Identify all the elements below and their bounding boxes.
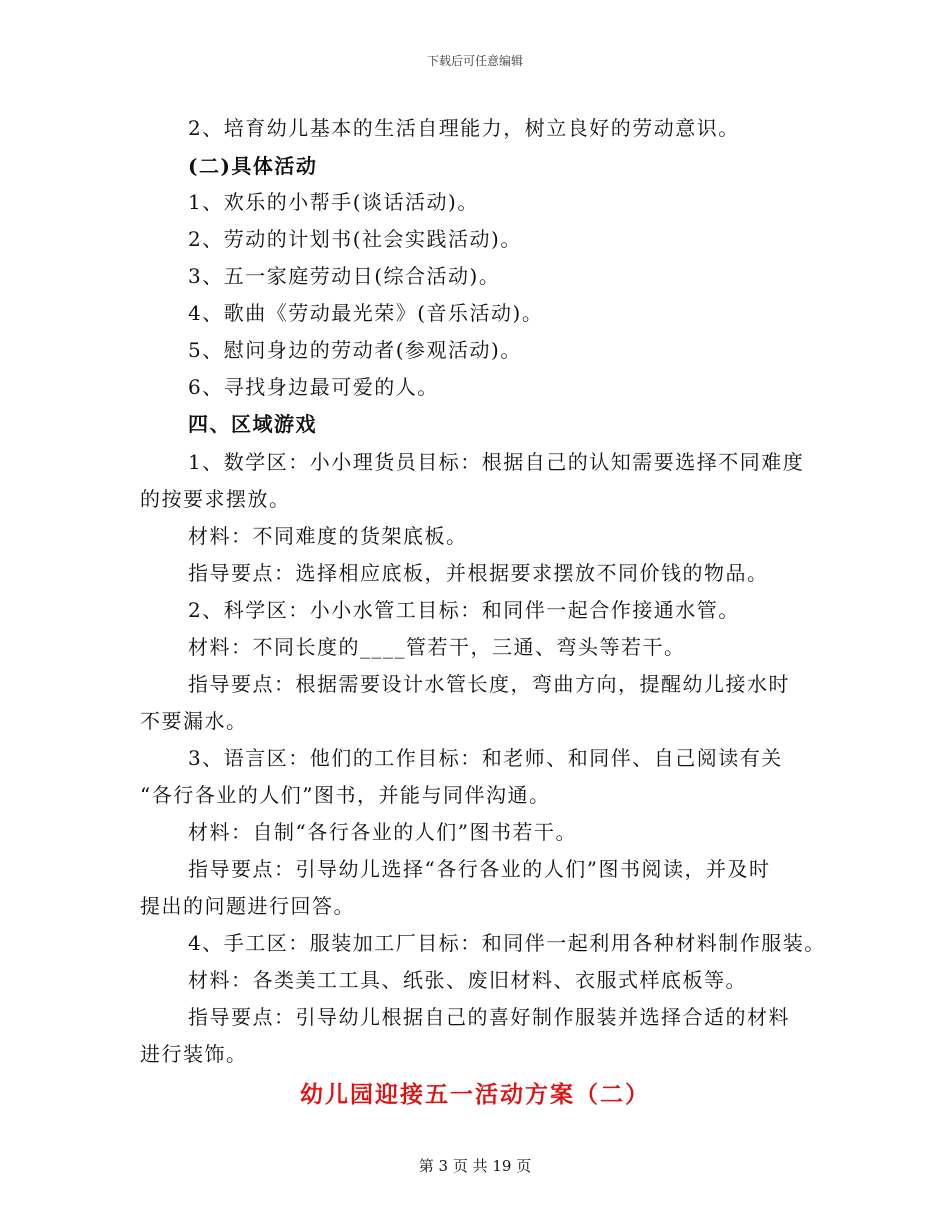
section-title: 幼儿园迎接五一活动方案（二） bbox=[300, 1081, 650, 1108]
language-area-line: 3、语言区：他们的工作目标：和老师、和同伴、自己阅读有关 bbox=[188, 746, 783, 770]
craft-area-line: 4、手工区：服装加工厂目标：和同伴一起利用各种材料制作服装。 bbox=[188, 931, 826, 955]
language-area-guidance-cont: 提出的问题进行回答。 bbox=[140, 894, 355, 918]
activity-6: 6、寻找身边最可爱的人。 bbox=[188, 375, 439, 399]
activity-2: 2、劳动的计划书(社会实践活动)。 bbox=[188, 227, 522, 251]
language-area-materials: 材料：自制“各行各业的人们”图书若干。 bbox=[188, 820, 577, 844]
subheading-activities: (二)具体活动 bbox=[188, 154, 318, 178]
page-number: 第 3 页 共 19 页 bbox=[418, 1157, 532, 1175]
goal-line-2: 2、培育幼儿基本的生活自理能力，树立良好的劳动意识。 bbox=[188, 116, 740, 140]
science-area-materials: 材料：不同长度的____管若干，三通、弯头等若干。 bbox=[188, 635, 686, 659]
math-area-line-cont: 的按要求摆放。 bbox=[140, 487, 291, 511]
language-area-guidance: 指导要点：引导幼儿选择“各行各业的人们”图书阅读，并及时 bbox=[188, 857, 771, 881]
header-note: 下载后可任意编辑 bbox=[426, 54, 523, 68]
science-area-guidance-cont: 不要漏水。 bbox=[140, 709, 248, 733]
math-area-materials: 材料：不同难度的货架底板。 bbox=[188, 524, 468, 548]
activity-1: 1、欢乐的小帮手(谈话活动)。 bbox=[188, 190, 479, 214]
craft-area-guidance-cont: 进行装饰。 bbox=[140, 1042, 248, 1066]
language-area-line-cont: “各行各业的人们”图书，并能与同伴沟通。 bbox=[140, 783, 551, 807]
activity-5: 5、慰问身边的劳动者(参观活动)。 bbox=[188, 338, 522, 362]
craft-area-guidance: 指导要点：引导幼儿根据自己的喜好制作服装并选择合适的材料 bbox=[188, 1005, 790, 1029]
activity-3: 3、五一家庭劳动日(综合活动)。 bbox=[188, 264, 501, 288]
activity-4: 4、歌曲《劳动最光荣》(音乐活动)。 bbox=[188, 301, 544, 325]
science-area-guidance: 指导要点：根据需要设计水管长度，弯曲方向，提醒幼儿接水时 bbox=[188, 672, 790, 696]
science-area-line: 2、科学区：小小水管工目标：和同伴一起合作接通水管。 bbox=[188, 598, 740, 622]
math-area-guidance: 指导要点：选择相应底板，并根据要求摆放不同价钱的物品。 bbox=[188, 561, 769, 585]
craft-area-materials: 材料：各类美工工具、纸张、废旧材料、衣服式样底板等。 bbox=[188, 968, 747, 992]
math-area-line: 1、数学区：小小理货员目标：根据自己的认知需要选择不同难度 bbox=[188, 450, 805, 474]
section-heading-area-games: 四、区域游戏 bbox=[188, 412, 317, 436]
